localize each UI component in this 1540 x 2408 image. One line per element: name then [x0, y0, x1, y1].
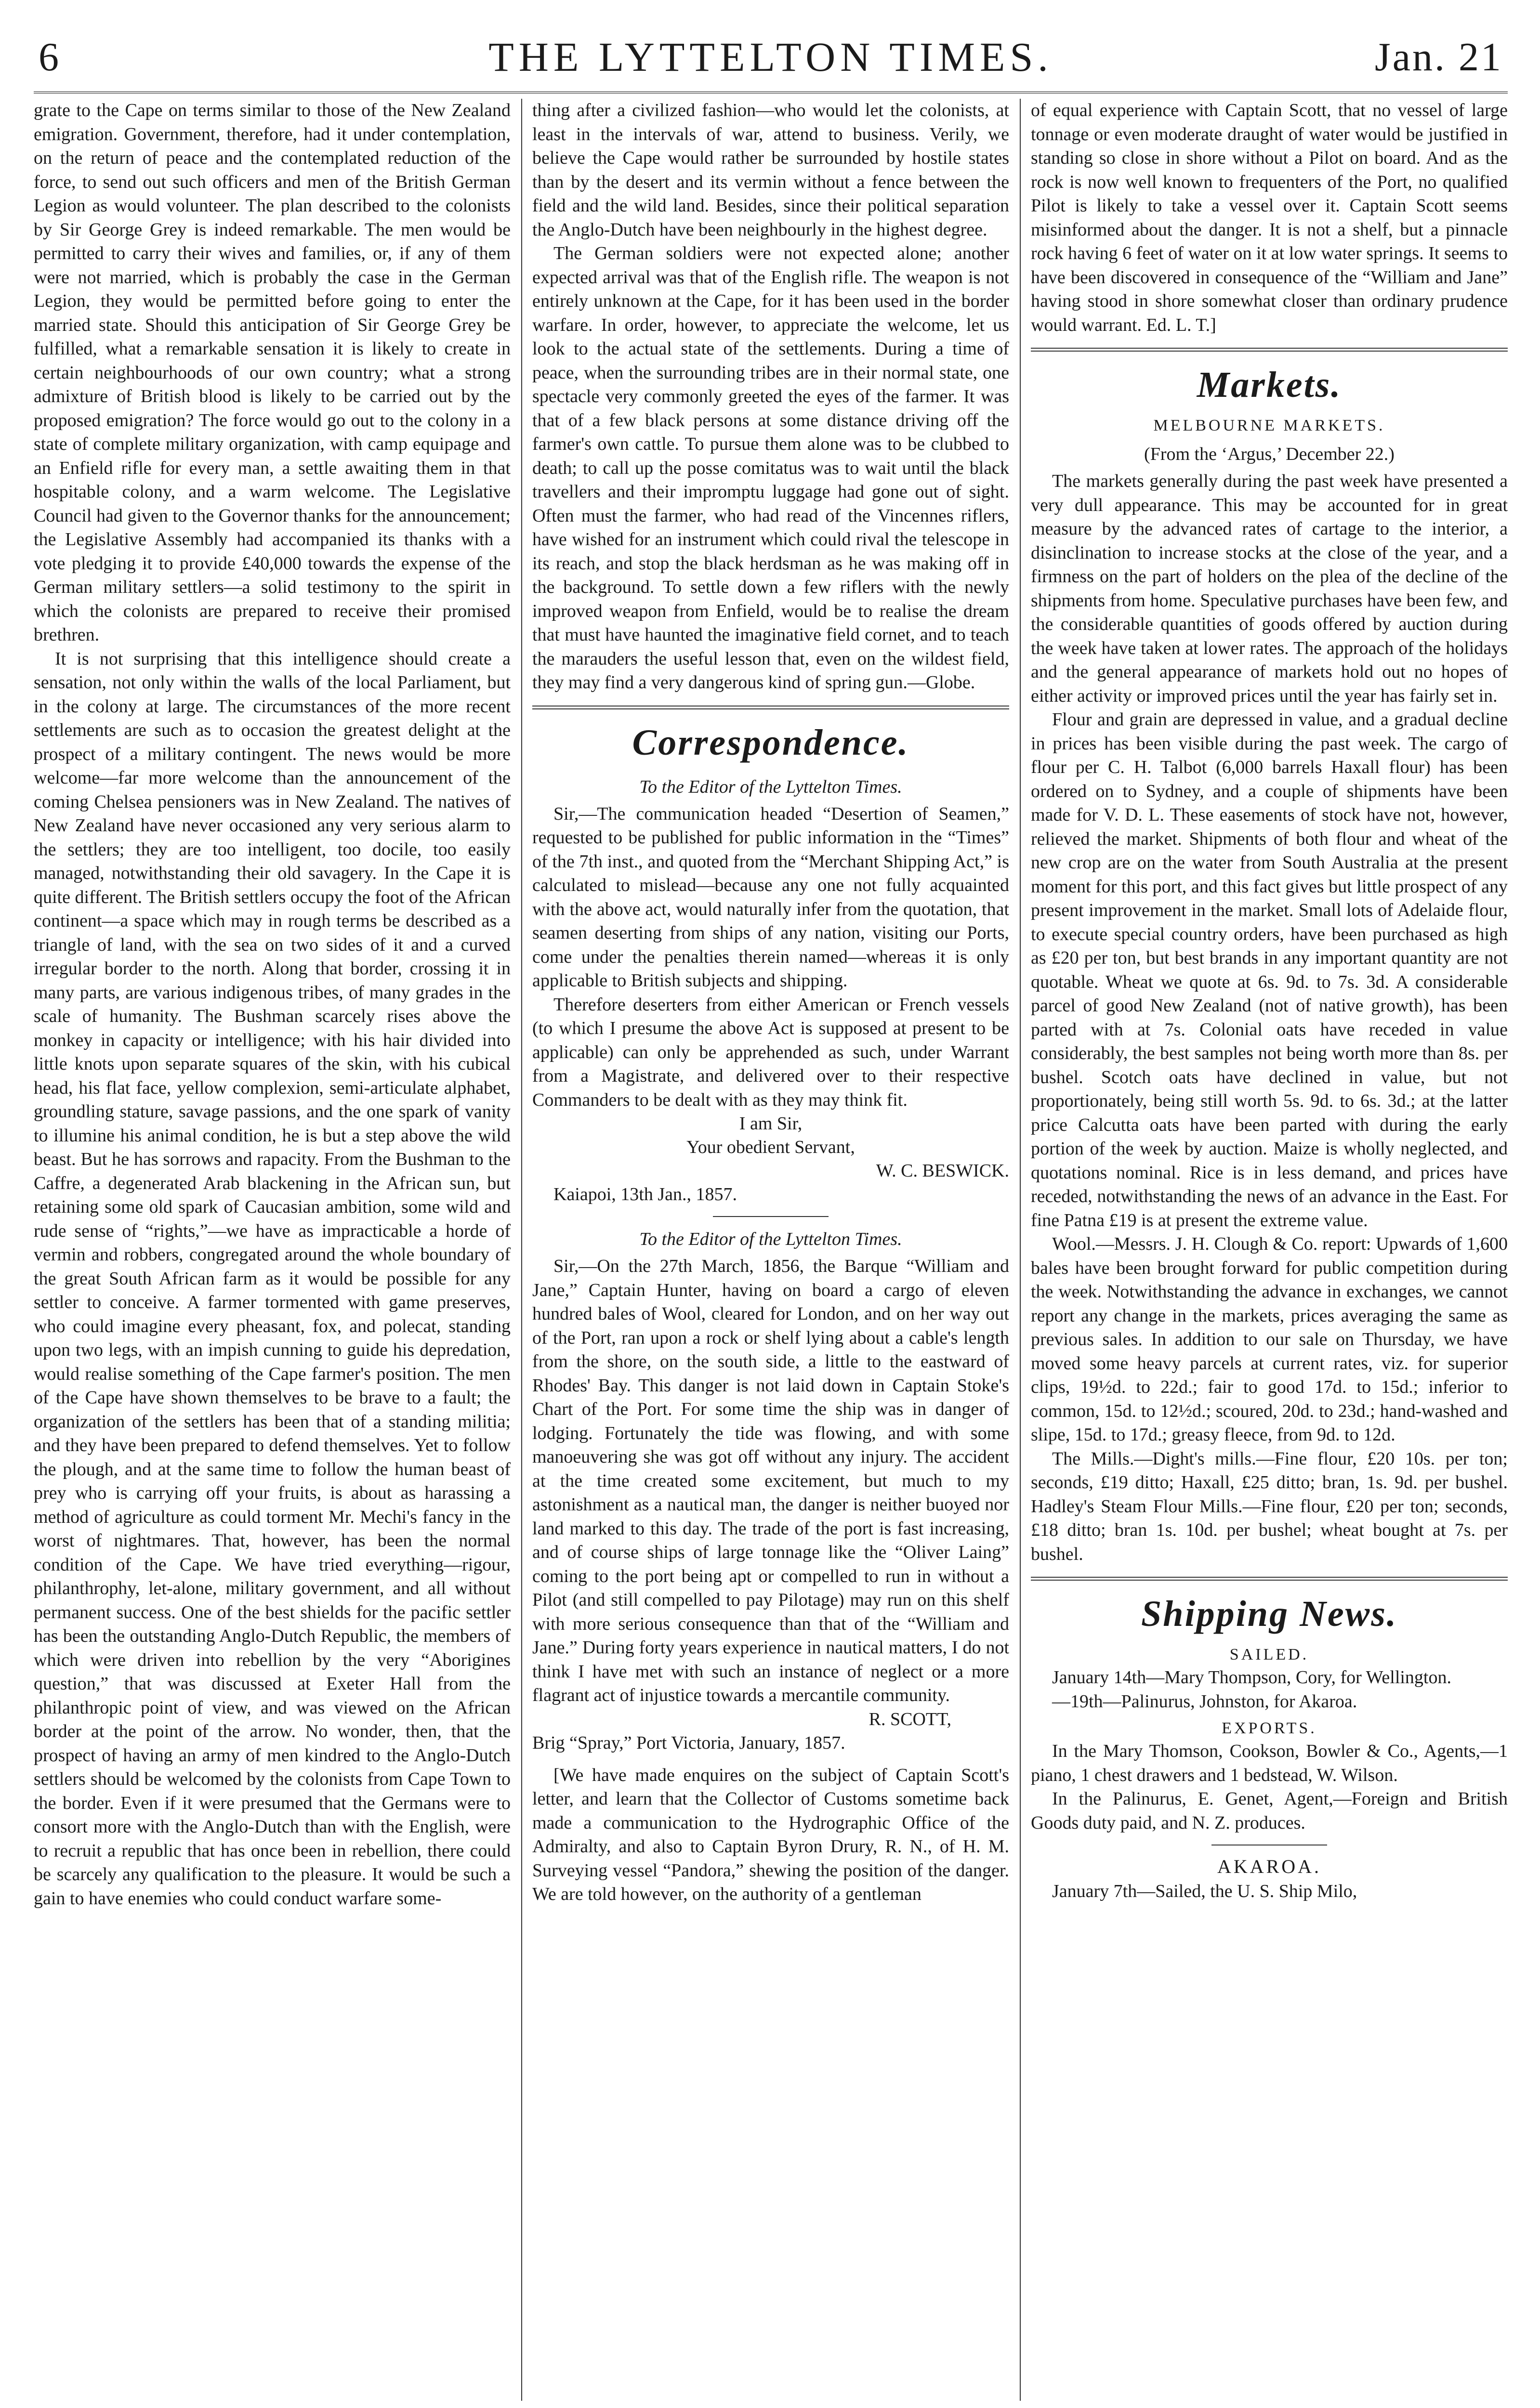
- section-divider: [1031, 348, 1508, 352]
- shipping-heading: Shipping News.: [1141, 1594, 1397, 1634]
- akaroa-label: AKAROA.: [1217, 1856, 1322, 1877]
- article-paragraph: grate to the Cape on terms similar to those of the New Zealand emigration. Government, therefore, had it under contemplation, on the return of peace and the contemplated reduction of the force, to send out such officers and men of the British German Legion as would volunteer. The plan described to the colonists by Sir George Grey is indeed remarkable. The men would be permitted to carry their wives and families, or, if any of them were not married, which is probably the case in the German Legion, they would be permitted before going to enter the married state. Should this anticipation of Sir George Grey be fulfilled, what a remarkable sensation it is likely to create in certain neighbourhoods of our own country; what a strong admixture of British blood is likely to be carried out by the proposed emigration? The force would go out to the colony in a state of complete military organization, with camp equipage and an Enfield rifle for every man, a settle awaiting them in that hospitable colony, and a warm welcome. The Legislative Council had given to the Governor thanks for the announcement; the Legislative Assembly had accompanied its thanks with a vote pledging it to provide £40,000 towards the expense of the German military settlers—a solid testimony to the spirit in which the colonists are prepared to receive their promised brethren.: [34, 100, 511, 645]
- letter-paragraph: Sir,—On the 27th March, 1856, the Barque “William and Jane,” Captain Hunter, having on board a cargo of eleven hundred bales of Wool, cleared for London, and on her way out of the Port, ran upon a rock or shelf lying about a cable's length from the shore, on the south side, a little to the eastward of Rhodes' Bay. This danger is not laid down in Captain Stoke's Chart of the Port. For some time the ship was in danger of lodging. Fortunately the tide was flowing, and with some manoeuvering she was got off without any injury. The accident at the time created some excitement, but much to my astonishment as a nautical man, the danger is neither buoyed nor land marked to this day. The trade of the port is fast increasing, and of course ships of large tonnage like the “Oliver Laing” coming to the port being apt or compelled to run in without a Pilot (and still compelled to pay Pilotage) may run on this shelf with more serious consequence than that of the “William and Jane.” During forty years experience in nautical matters, I do not think I have met with such an instance of neglect or a more flagrant act of injustice towards a mercantile community.: [532, 1256, 1009, 1705]
- markets-paragraph: Flour and grain are depressed in value, and a gradual decline in prices has been visible during the past week. The cargo of flour per C. H. Talbot (6,000 barrels Haxall flour) has been ordered on to Sydney, and a couple of shipments have been made for V. D. L. These easements of stock have not, however, relieved the market. Shipments of both flour and wheat of the new crop are on the water from South Australia at the present moment for this port, and this fact gives but little prospect of any present improvement in the market. Small lots of Adelaide flour, to execute special country orders, have been purchased as high as £20 per ton, but best brands in any important quantity are not quotable. Wheat we quote at 6s. 9d. to 7s. 3d. A considerable parcel of good New Zealand (not of native growth), has been parted with at 7s. Colonial oats have receded in value considerably, the best samples not being worth more than 8s. per bushel. Scotch oats have declined in value, but not proportionately, being still worth 5s. 9d. to 6s. 3d.; at the latter price Calcutta oats have been parted with during the early portion of the week by auction. Maize is wholly neglected, and quotations nominal. Rice is in less demand, and prices have receded, notwithstanding the news of an advance in the East. For fine Patna £19 is at present the extreme value.: [1031, 709, 1508, 1230]
- letter-closing: I am Sir,: [739, 1113, 803, 1134]
- sailed-label: SAILED.: [1229, 1646, 1309, 1663]
- columns: [34, 99, 1508, 2401]
- section-divider: [1031, 1577, 1508, 1581]
- editor-note: [We have made enquires on the subject of Captain Scott's letter, and learn that the Collector of Customs sometime back made a communication to the Hydrographic Office of the Admiralty, and also to Captain Byron Drury, R. N., of H. M. Surveying vessel “Pandora,” shewing the position of the danger. We are told however, on the authority of a gentleman: [532, 1765, 1009, 1904]
- markets-subheading: MELBOURNE MARKETS.: [1153, 417, 1385, 434]
- column-rule: [1020, 99, 1021, 2401]
- page-number: 6: [39, 35, 60, 79]
- letter-dateline: Brig “Spray,” Port Victoria, January, 1857.: [532, 1732, 845, 1753]
- markets-paragraph: Wool.—Messrs. J. H. Clough & Co. report: Upwards of 1,600 bales have been brought forward for public competition during the week. Notwithstanding the advance in exchanges, we cannot report any change in the markets, prices averaging the same as previous sales. In addition to our sale on Thursday, we have moved some heavy parcels at current rates, viz. for superior clips, 19½d. to 22d.; fair to good 17d. to 15d.; inferior to common, 15d. to 12½d.; scoured, 20d. to 23d.; hand-washed and slipe, 15d. to 17d.; greasy fleece, from 9d. to 12d.: [1031, 1234, 1508, 1445]
- newspaper-title: THE LYTTELTON TIMES.: [488, 34, 1053, 80]
- markets-heading: Markets.: [1197, 365, 1342, 405]
- letter-signature: R. SCOTT,: [869, 1709, 951, 1729]
- shipping-entry: —19th—Palinurus, Johnston, for Akaroa.: [1052, 1691, 1357, 1712]
- exports-label: EXPORTS.: [1222, 1719, 1317, 1737]
- letter-divider: [713, 1216, 829, 1217]
- shipping-entry: In the Mary Thomson, Cookson, Bowler & Co., Agents,—1 piano, 1 chest drawers and 1 bedstead, W. Wilson.: [1031, 1741, 1508, 1785]
- masthead: [34, 19, 1508, 93]
- article-paragraph: The German soldiers were not expected alone; another expected arrival was that of the English rifle. The weapon is not entirely unknown at the Cape, for it has been used in the border warfare. In order, however, to appreciate the welcome, let us look to the actual state of the settlements. During a time of peace, when the surrounding tribes are in their normal state, one spectacle very commonly greeted the eyes of the farmer. It was that of a few black persons at some distance driving off the farmer's own cattle. To pursue them alone was to be clubbed to death; to call up the posse comitatus was to wait until the black travellers and their impromptu luggage had gone out of sight. Often must the farmer, who had read of the Vincennes riflers, have wished for an instrument which could rival the telescope in its reach, and stop the black herdsman as he was making off in the background. To settle down a few riflers with the newly improved weapon from Enfield, would be to realise the dream that must have haunted the imaginative field cornet, and to teach the marauders the useful lesson that, even on the wildest field, they may find a very dangerous kind of spring gun.—Globe.: [532, 243, 1009, 693]
- issue-date: Jan. 21: [1375, 35, 1503, 79]
- column-1: [34, 99, 511, 2401]
- article-paragraph: thing after a civilized fashion—who would let the colonists, at least in the intervals of war, attend to business. Verily, we believe the Cape would rather be surrounded by hostile states than by the desert and its vermin without a fence between the field and the wild land. Besides, since their political separation the Anglo-Dutch have been neighbourly in the highest degree.: [532, 100, 1009, 240]
- letter-closing: Your obedient Servant,: [686, 1137, 855, 1157]
- correspondence-heading: Correspondence.: [632, 722, 909, 763]
- markets-paragraph: The Mills.—Dight's mills.—Fine flour, £20 10s. per ton; seconds, £19 ditto; Haxall, £25 ditto; bran, 1s. 9d. per bushel. Hadley's Steam Flour Mills.—Fine flour, £20 per ton; seconds, £18 ditto; bran 1s. 10d. per bushel; wheat bought at 7s. per bushel.: [1031, 1448, 1508, 1564]
- letter-signature: W. C. BESWICK.: [876, 1161, 1009, 1181]
- column-rule: [521, 99, 522, 2401]
- letter-paragraph: Therefore deserters from either American or French vessels (to which I presume the above Act is supposed at present to be applicable) can only be apprehended as such, under Warrant from a Magistrate, and delivered over to their respective Commanders to be dealt with as they may think fit.: [532, 994, 1009, 1110]
- shipping-entry: In the Palinurus, E. Genet, Agent,—Foreign and British Goods duty paid, and N. Z. produces.: [1031, 1789, 1508, 1833]
- letter-addressee: To the Editor of the Lyttelton Times.: [639, 776, 902, 797]
- letter-addressee: To the Editor of the Lyttelton Times.: [639, 1229, 902, 1249]
- markets-paragraph: The markets generally during the past week have presented a very dull appearance. This may be accounted for in great measure by the advanced rates of cartage to the interior, a disinclination to increase stocks at the close of the year, and a firmness on the part of holders on the plea of the decline of the shipments from home. Speculative purchases have been few, and the considerable quantities of goods offered by auction during the week have taken at lower rates. The approach of the holidays and the general appearance of markets hold out no hopes of either activity or improved prices until the year has fairly set in.: [1031, 471, 1508, 706]
- letter-dateline: Kaiapoi, 13th Jan., 1857.: [553, 1184, 737, 1204]
- section-divider: [532, 706, 1009, 709]
- article-paragraph: It is not surprising that this intelligence should create a sensation, not only within the walls of the local Parliament, but in the colony at large. The circumstances of the more recent settlements are such as to occasion the greatest delight at the prospect of a military contingent. The news would be more welcome—far more welcome than the announcement of the coming Chelsea pensioners was in New Zealand. The natives of New Zealand have never occasioned any very serious alarm to the settlers; they are too intelligent, too docile, too easily managed, notwithstanding their old savagery. In the Cape it is quite different. The British settlers occupy the foot of the African continent—a space which may in rough terms be described as a triangle of land, with the sea on two sides of it and a curved irregular border to the north. Along that border, crossing it in many parts, are various indigenous tribes, of many grades in the scale of humanity. The Bushman scarcely rises above the monkey in capacity or intelligence; with his hair divided into little knots upon separate squares of the skin, with his cubical head, his flat face, yellow complexion, semi-articulate alphabet, groundling stature, savage passions, and the one spark of vanity to illumine his animal condition, he is but a step above the wild beast. But he has sorrows and rapacity. From the Bushman to the Caffre, a degenerated Arab blackening in the African sun, but retaining some old spark of Caucasian ambition, some wild and rude sense of “rights,”—we have as impracticable a horde of vermin and robbers, congregated around the whole boundary of the great South African farm as it would be possible for any settler to conceive. A farmer tormented with game preserves, who could imagine every pheasant, fox, and polecat, standing upon two legs, with an impish cunning to guide his depredation, would realise something of the Cape farmer's position. The men of the Cape have shown themselves to be brave to a fault; the organization of the settlers has been that of a standing militia; and they have been prepared to defend themselves. Yet to follow the plough, and at the same time to follow the human beast of prey who is carrying off your fruits, is about as harassing a method of agriculture as could torment Mr. Mechi's fancy in the worst of nightmares. That, however, has been the normal condition of the Cape. We have tried everything—rigour, philanthrophy, let-alone, military government, and all without permanent success. One of the best shields for the pacific settler has been the outstanding Anglo-Dutch Republic, the members of which were driven into rebellion by the very “Aborigines question,” that was discussed at Exeter Hall from the philanthropic point of view, and was viewed on the African border at the point of the arrow. No wonder, then, that the prospect of having an army of men kindred to the Anglo-Dutch settlers should be welcomed by the colonists from Cape Town to the border. Even if it were presumed that the Germans were to consort more with the Anglo-Dutch than with the English, were to recruit a republic that has once been in rebellion, there could be scarcely any qualification to the pleasure. It would be such a gain to have enemies who could conduct warfare some-: [34, 648, 511, 1909]
- shipping-entry: January 7th—Sailed, the U. S. Ship Milo,: [1052, 1881, 1357, 1901]
- column-2: [532, 99, 1009, 2401]
- letter-paragraph: Sir,—The communication headed “Desertion of Seamen,” requested to be published for public information in the “Times” of the 7th inst., and quoted from the “Merchant Shipping Act,” is calculated to mislead—because any one not fully acquainted with the above act, would naturally infer from the quotation, that seamen deserting from ships of any nation, visiting our Ports, come under the penalties therein named—whereas it is only applicable to British subjects and shipping.: [532, 803, 1009, 991]
- markets-source: (From the ‘Argus,’ December 22.): [1144, 444, 1395, 464]
- editor-note-continuation: of equal experience with Captain Scott, that no vessel of large tonnage or even moderate draught of water would be justified in standing so close in shore without a Pilot on board. And as the rock is now well known to frequenters of the Port, no qualified Pilot is likely to take a vessel over it. Captain Scott seems misinformed about the danger. It is not a shelf, but a pinnacle rock having 6 feet of water on it at low water springs. It seems to have been discovered in consequence of the “William and Jane” having stood in shore somewhat closer than ordinary prudence would warrant. Ed. L. T.]: [1031, 100, 1508, 335]
- column-3: [1031, 99, 1508, 2401]
- newspaper-page: [34, 19, 1508, 2403]
- shipping-entry: January 14th—Mary Thompson, Cory, for Wellington.: [1052, 1667, 1451, 1688]
